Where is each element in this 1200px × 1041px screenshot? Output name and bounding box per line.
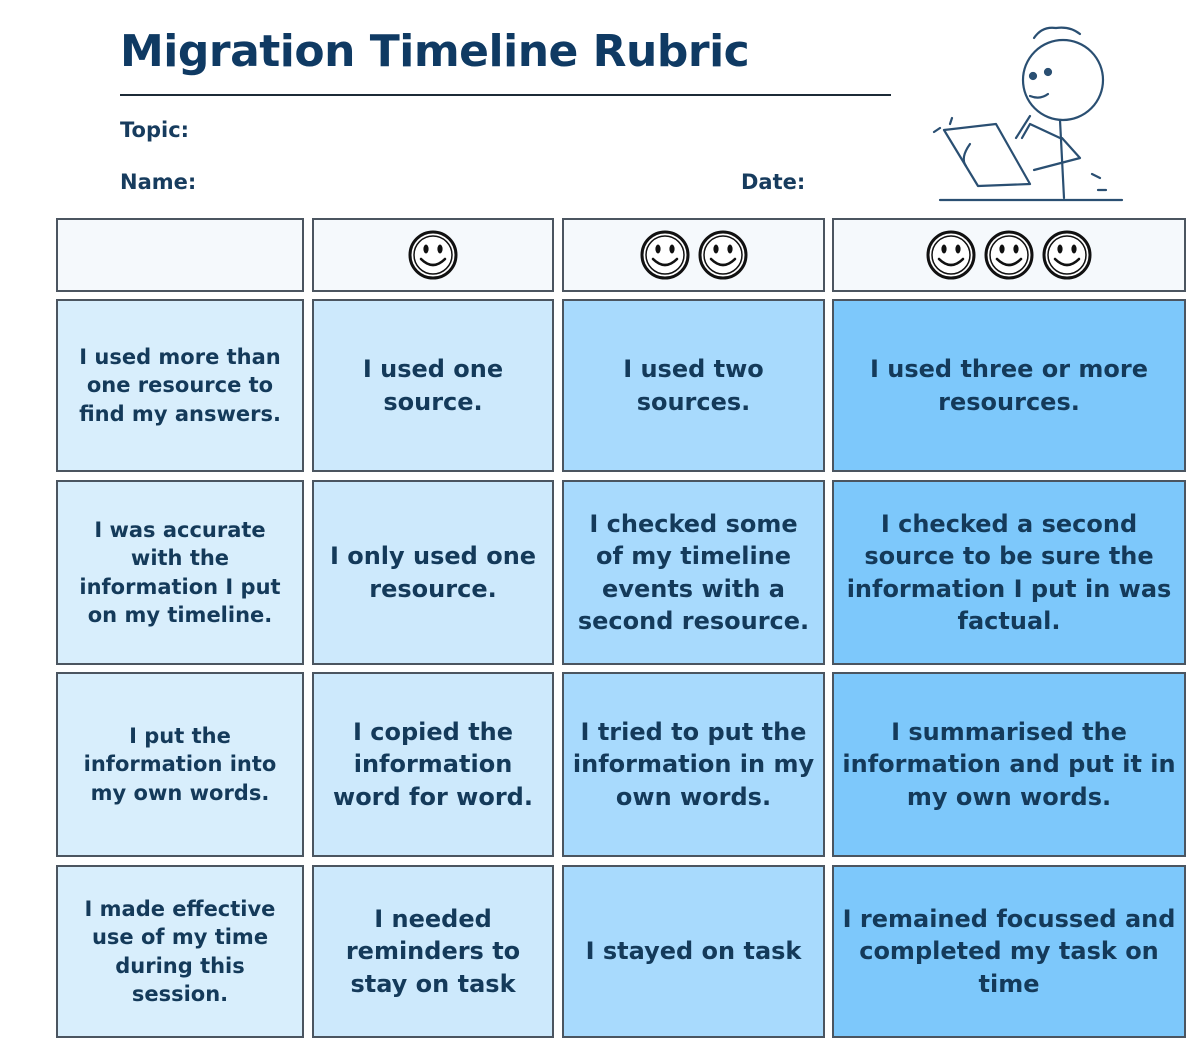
smiley-face-icon [639,229,691,281]
title-underline [120,94,891,96]
level-3-cell: I checked a second source to be sure the information I put in was factual. [832,480,1186,665]
criterion-cell: I used more than one resource to find my answers. [56,299,304,472]
smiley-face-icon [407,229,459,281]
header-level-3 [832,218,1186,292]
level-2-cell: I stayed on task [562,865,825,1038]
level-1-cell: I used one source. [312,299,554,472]
topic-label: Topic: [120,118,190,142]
level-1-cell: I copied the information word for word. [312,672,554,857]
smiley-face-icon [983,229,1035,281]
smiley-face-icon [1041,229,1093,281]
criterion-cell: I made effective use of my time during this session. [56,865,304,1038]
level-1-cell: I needed reminders to stay on task [312,865,554,1038]
level-2-cell: I checked some of my timeline events with a second resource. [562,480,825,665]
page-title: Migration Timeline Rubric [120,26,750,77]
level-2-cell: I tried to put the information in my own words. [562,672,825,857]
level-3-cell: I used three or more resources. [832,299,1186,472]
date-label: Date: [741,170,806,194]
criterion-cell: I put the information into my own words. [56,672,304,857]
level-3-cell: I summarised the information and put it in my own words. [832,672,1186,857]
criterion-cell: I was accurate with the information I put on my timeline. [56,480,304,665]
stick-figure-writing-icon [930,20,1130,205]
header-level-1 [312,218,554,292]
level-1-cell: I only used one resource. [312,480,554,665]
level-2-cell: I used two sources. [562,299,825,472]
smiley-face-icon [925,229,977,281]
header-level-2 [562,218,825,292]
level-3-cell: I remained focussed and completed my task on time [832,865,1186,1038]
name-label: Name: [120,170,197,194]
header-empty-cell [56,218,304,292]
smiley-face-icon [697,229,749,281]
